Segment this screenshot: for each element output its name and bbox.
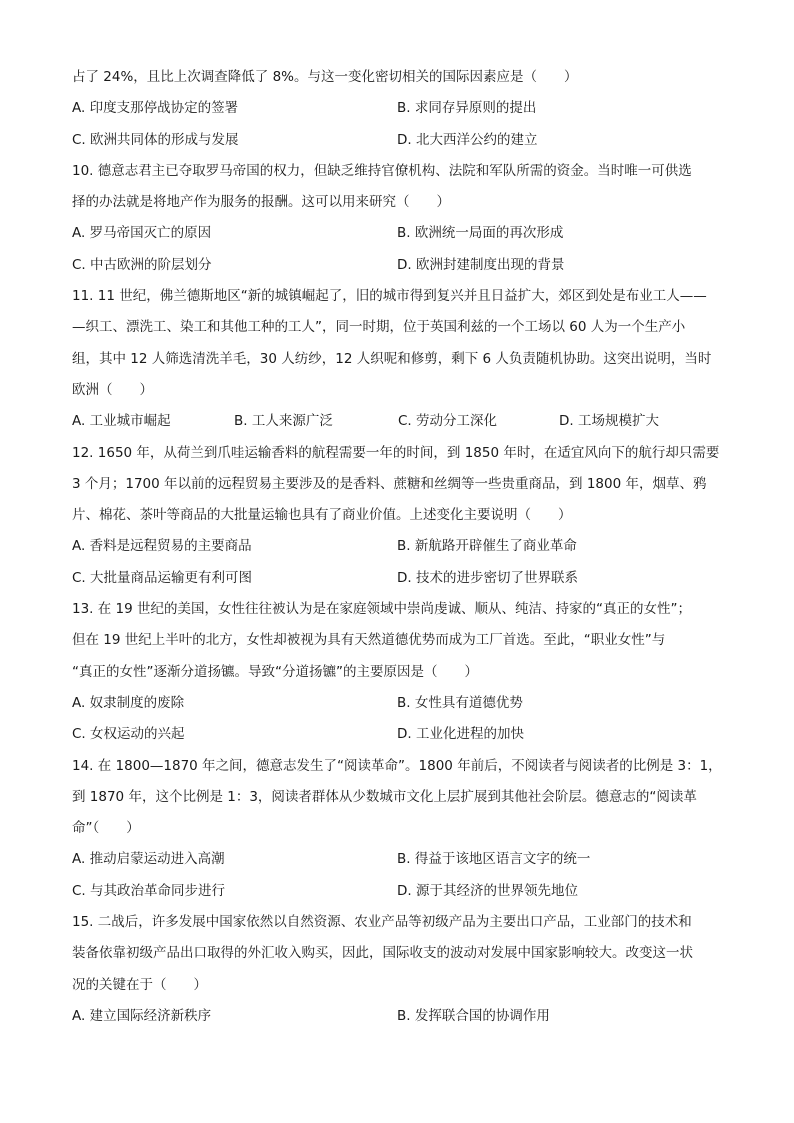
question-13-stem: “真正的女性”逐渐分道扬镳。导致“分道扬镳”的主要原因是（ ） xyxy=(72,663,478,680)
option-d: D. 工场规模扩大 xyxy=(559,413,659,430)
question-12-options-row-2 xyxy=(72,563,724,594)
option-a: A. 建立国际经济新秩序 xyxy=(72,1007,212,1024)
question-13-options-row-2 xyxy=(72,719,724,750)
question-11-options xyxy=(72,406,724,437)
option-d: D. 技术的进步密切了世界联系 xyxy=(397,569,578,586)
question-13-options-row-1 xyxy=(72,688,724,719)
option-d: D. 源于其经济的世界领先地位 xyxy=(397,882,578,899)
option-a: A. 印度支那停战协定的签署 xyxy=(72,100,239,117)
option-d: D. 北大西洋公约的建立 xyxy=(397,131,538,148)
question-12-options-row-1 xyxy=(72,531,724,562)
question-14-stem: 到 1870 年，这个比例是 1：3，阅读者群体从少数城市文化上层扩展到其他社会阶层。德意志的“阅读革 xyxy=(72,788,697,805)
question-15-options-row-1 xyxy=(72,1001,724,1032)
option-c: C. 女权运动的兴起 xyxy=(72,726,185,743)
option-c: C. 欧洲共同体的形成与发展 xyxy=(72,131,239,148)
option-c: C. 中古欧洲的阶层划分 xyxy=(72,256,212,273)
option-b: B. 欧洲统一局面的再次形成 xyxy=(397,225,564,242)
question-10-options-row-2 xyxy=(72,250,724,281)
option-a: A. 罗马帝国灭亡的原因 xyxy=(72,225,212,242)
option-b: B. 女性具有道德优势 xyxy=(397,694,523,711)
question-15-stem: 装备依靠初级产品出口取得的外汇收入购买，因此，国际收支的波动对发展中国家影响较大。改变这一状 xyxy=(72,945,693,962)
option-c: C. 劳动分工深化 xyxy=(398,413,498,430)
option-b: B. 新航路开辟催生了商业革命 xyxy=(397,538,577,555)
option-a: A. 推动启蒙运动进入高潮 xyxy=(72,851,225,868)
option-b: B. 得益于该地区语言文字的统一 xyxy=(397,851,591,868)
question-9-stem: 占了 24%，且比上次调查降低了 8%。与这一变化密切相关的国际因素应是（ ） xyxy=(72,69,578,85)
option-b: B. 发挥联合国的协调作用 xyxy=(397,1007,550,1024)
question-9-options-row-2 xyxy=(72,125,724,156)
question-9-options-row-1 xyxy=(72,93,724,124)
question-10-options-row-1 xyxy=(72,218,724,249)
question-14-options-row-1 xyxy=(72,844,724,875)
question-14-stem: 命”（ ） xyxy=(72,820,140,837)
question-15-stem: 15. 二战后，许多发展中国家依然以自然资源、农业产品等初级产品为主要出口产品，工业部门的技术和 xyxy=(72,914,692,931)
question-12-stem: 12. 1650 年，从荷兰到爪哇运输香料的航程需要一年的时间，到 1850 年时，在适宜风向下的航行却只需要 xyxy=(72,444,720,461)
question-14-stem: 14. 在 1800—1870 年之间，德意志发生了“阅读革命”。1800 年前后，不阅读者与阅读者的比例是 3：1， xyxy=(72,757,722,774)
question-11-stem: 11. 11 世纪，佛兰德斯地区“新的城镇崛起了，旧的城市得到复兴并且日益扩大，郊区到处是布业工人—— xyxy=(72,288,707,305)
option-c: C. 与其政治革命同步进行 xyxy=(72,882,226,899)
question-15-stem: 况的关键在于（ ） xyxy=(72,976,207,993)
option-b: B. 求同存异原则的提出 xyxy=(397,100,537,117)
question-13-stem: 13. 在 19 世纪的美国，女性往往被认为是在家庭领域中崇尚虔诚、顺从、纯洁、持家的“真正的女性”； xyxy=(72,601,692,618)
option-c: C. 大批量商品运输更有利可图 xyxy=(72,569,253,586)
question-10-stem: 10. 德意志君主已夺取罗马帝国的权力，但缺乏维持官僚机构、法院和军队所需的资金。当时唯一可供选 xyxy=(72,162,692,179)
question-14-options-row-2 xyxy=(72,876,724,907)
question-12-stem: 3 个月；1700 年以前的远程贸易主要涉及的是香料、蔗糖和丝绸等一些贵重商品，到 1800 年，烟草、鸦 xyxy=(72,475,707,492)
option-d: D. 欧洲封建制度出现的背景 xyxy=(397,256,565,273)
option-a: A. 工业城市崛起 xyxy=(72,413,171,430)
option-b: B. 工人来源广泛 xyxy=(234,413,333,430)
question-12-stem: 片、棉花、茶叶等商品的大批量运输也具有了商业价值。上述变化主要说明（ ） xyxy=(72,507,572,524)
option-a: A. 香料是远程贸易的主要商品 xyxy=(72,538,252,555)
exam-page xyxy=(72,62,724,1032)
question-10-stem: 择的办法就是将地产作为服务的报酬。这可以用来研究（ ） xyxy=(72,194,450,211)
question-13-stem: 但在 19 世纪上半叶的北方，女性却被视为具有天然道德优势而成为工厂首选。至此，“职业女性”与 xyxy=(72,632,666,649)
question-11-stem: 欧洲（ ） xyxy=(72,381,153,398)
option-d: D. 工业化进程的加快 xyxy=(397,726,524,743)
question-11-stem: 组，其中 12 人筛选清洗羊毛，30 人纺纱，12 人织呢和修剪，剩下 6 人负责随机协助。这突出说明，当时 xyxy=(72,350,712,367)
option-a: A. 奴隶制度的废除 xyxy=(72,694,185,711)
question-11-stem: —织工、漂洗工、染工和其他工种的工人”，同一时期，位于英国利兹的一个工场以 60 人为一个生产小 xyxy=(72,319,686,336)
